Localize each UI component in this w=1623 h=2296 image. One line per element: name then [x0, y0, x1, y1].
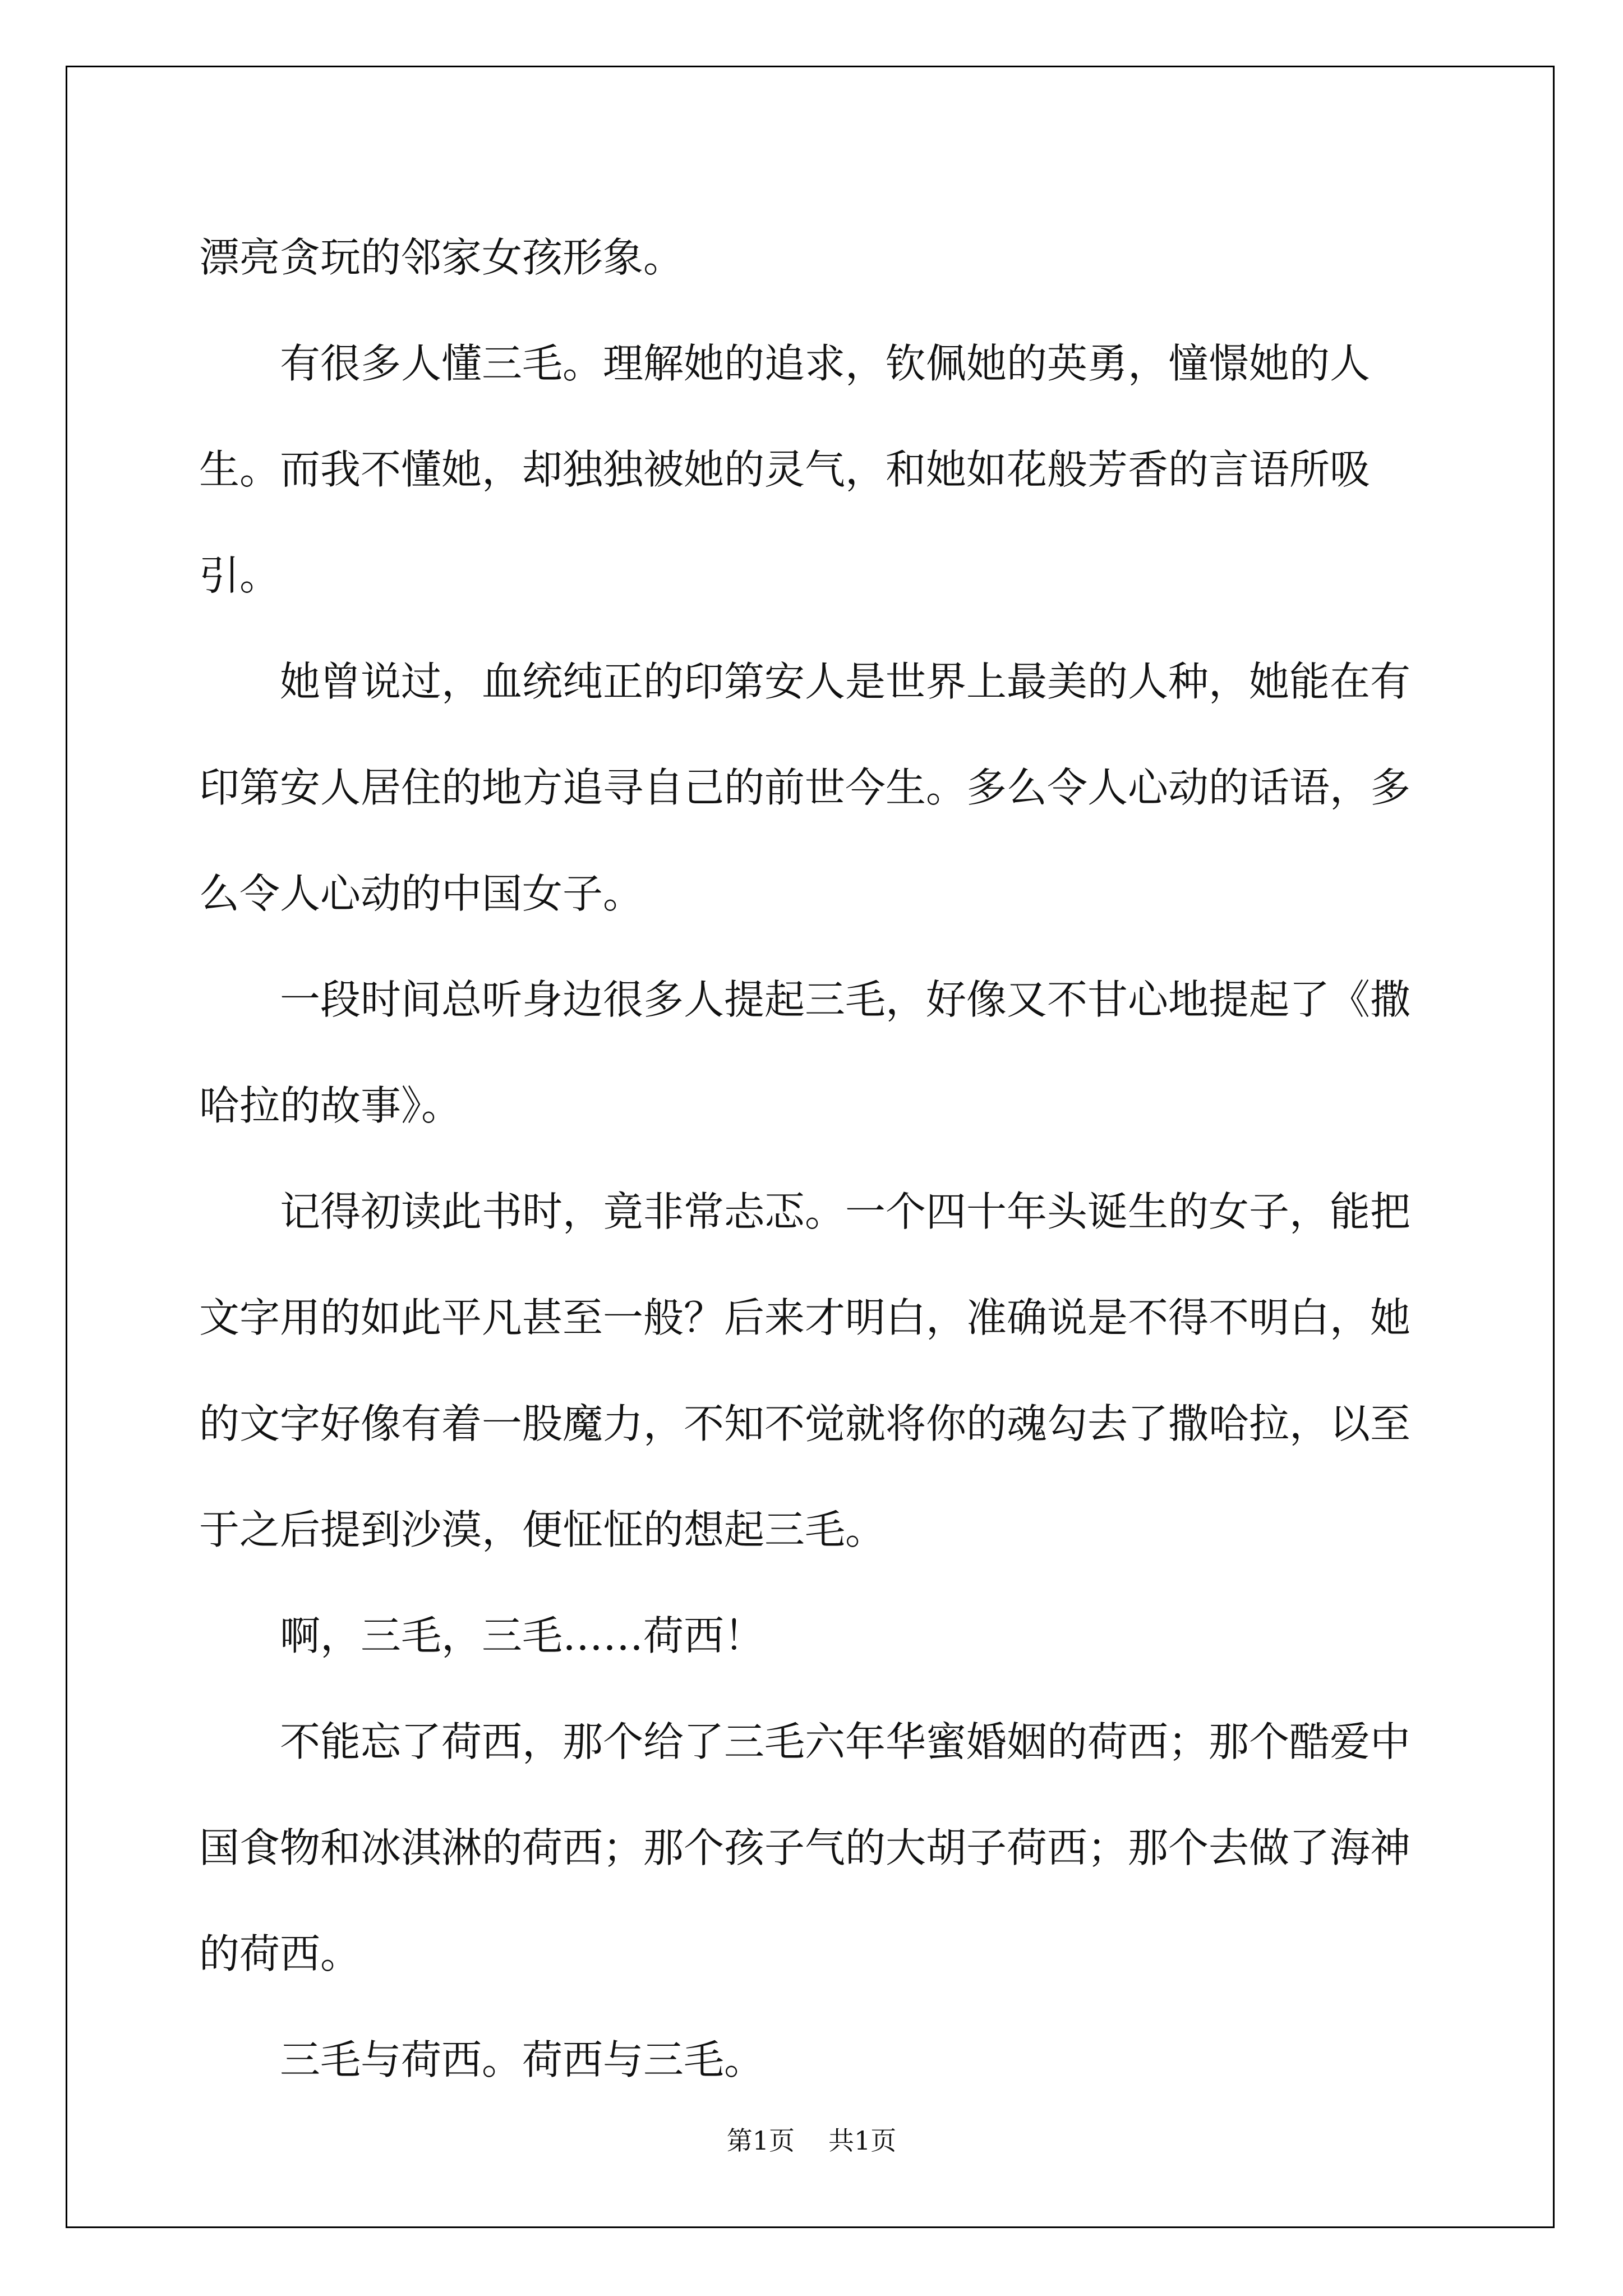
page-total: 共1页 — [828, 2125, 897, 2156]
paragraph: 漂亮贪玩的邻家女孩形象。 — [199, 234, 684, 281]
paragraph: 她曾说过，血统纯正的印第安人是世界上最美的人种，她能在有印第安人居住的地方追寻自己的前世今生。多么令人心动的话语，多么令人心动的中国女子。 — [199, 658, 1411, 917]
paragraph: 不能忘了荷西，那个给了三毛六年华蜜婚姻的荷西；那个酷爱中国食物和冰淇淋的荷西；那个孩子气的大胡子荷西；那个去做了海神的荷西。 — [199, 1718, 1411, 1977]
paragraph: 记得初读此书时，竟非常忐忑。一个四十年头诞生的女子，能把文字用的如此平凡甚至一般？后来才明白，准确说是不得不明白，她的文字好像有着一股魔力，不知不觉就将你的魂勾去了撒哈拉，以至于之后提到沙漠，便怔怔的想起三毛。 — [199, 1188, 1411, 1553]
paragraph: 一段时间总听身边很多人提起三毛，好像又不甘心地提起了《撒哈拉的故事》。 — [199, 976, 1411, 1129]
paragraph: 三毛与荷西。荷西与三毛。 — [280, 2036, 765, 2083]
document-body — [199, 205, 1433, 2113]
paragraph: 啊，三毛，三毛……荷西！ — [280, 1612, 765, 1659]
page-number: 第1页 — [726, 2125, 795, 2156]
paragraph: 有很多人懂三毛。理解她的追求，钦佩她的英勇，憧憬她的人生。而我不懂她，却独独被她的灵气，和她如花般芳香的言语所吸引。 — [199, 340, 1371, 599]
page-footer — [0, 2120, 1623, 2157]
